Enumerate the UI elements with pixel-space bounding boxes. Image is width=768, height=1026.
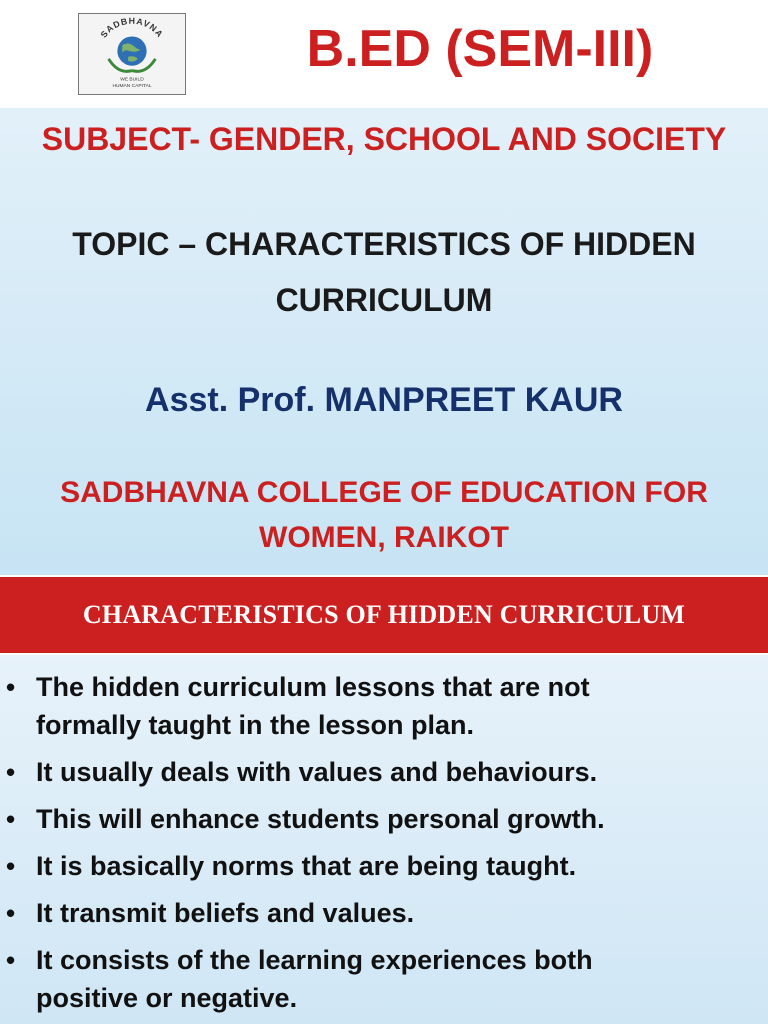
topic-line-1: TOPIC – CHARACTERISTICS OF HIDDEN [72,226,696,262]
list-item: • This will enhance students personal growth. [0,800,768,838]
college-logo [78,13,186,95]
subject-line: SUBJECT- GENDER, SCHOOL AND SOCIETY [41,121,727,157]
svg-text:SADBHAVNA [98,16,165,40]
characteristics-list [0,668,768,1026]
bullet-dot-icon: • [6,757,16,787]
college-line-2: WOMEN, RAIKOT [259,521,509,554]
characteristics-heading: CHARACTERISTICS OF HIDDEN CURRICULUM [82,600,686,629]
bullet-dot-icon: • [6,898,16,928]
topic-heading [20,216,748,328]
bullet-dot-icon: • [6,672,16,702]
list-item: • It is basically norms that are being taught. [0,847,768,885]
logo-tagline-2: HUMAN CAPITAL [112,84,152,90]
characteristics-heading-bar [0,577,768,653]
bullet-dot-icon: • [6,945,16,975]
list-item: • The hidden curriculum lessons that are not formally taught in the lesson plan. [0,668,768,744]
topic-line-2: CURRICULUM [275,282,493,318]
list-item: • It consists of the learning experiences both positive or negative. [0,941,768,1017]
title-header [0,0,768,108]
college-name [20,470,748,560]
list-item: • It usually deals with values and behaviours. [0,753,768,791]
logo-tagline-1: WE BUILD [120,77,144,83]
college-line-1: SADBHAVNA COLLEGE OF EDUCATION FOR [60,476,708,509]
bullet-dot-icon: • [6,851,16,881]
bullet-dot-icon: • [6,804,16,834]
college-logo-icon [79,14,185,94]
professor-name: Asst. Prof. MANPREET KAUR [145,381,623,419]
list-item: • It transmit beliefs and values. [0,894,768,932]
logo-arc-text: SADBHAVNA [98,15,166,40]
course-title: B.ED (SEM-III) [306,20,654,78]
